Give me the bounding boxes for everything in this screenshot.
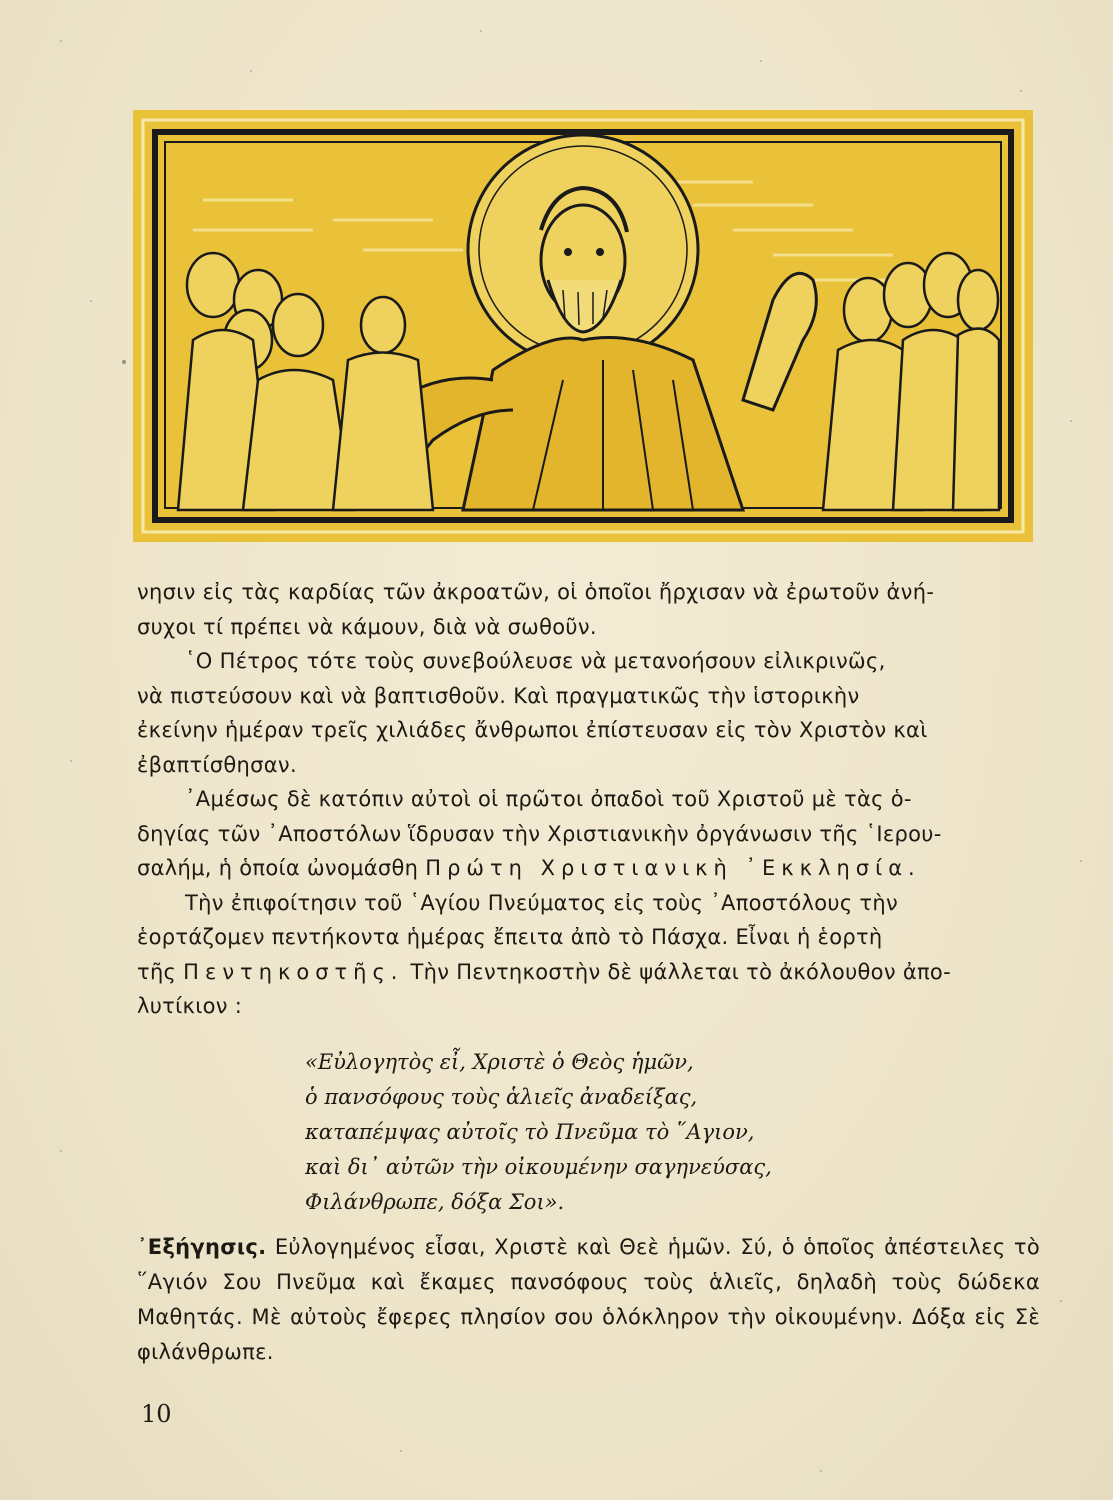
paper-speck	[480, 30, 482, 32]
hymn-line: καταπέμψας αὐτοῖς τὸ Πνεῦμα τὸ ῞Αγιον,	[305, 1120, 755, 1144]
hymn-line: Φιλάνθρωπε, δόξα Σοι».	[305, 1190, 565, 1214]
paper-speck	[400, 1450, 402, 1452]
text-line	[137, 955, 1040, 990]
paper-speck	[760, 60, 762, 62]
main-text	[137, 575, 1040, 1024]
explanation-paragraph	[137, 1230, 1040, 1370]
paper-speck	[70, 760, 72, 762]
paper-speck	[1080, 860, 1082, 862]
paper-speck	[122, 360, 126, 364]
explanation-text: Εὐλογημένος εἶσαι, Χριστὲ καὶ Θεὲ ἡμῶν. Σύ, ὁ ὁποῖος ἀπέστειλες τὸ ῞Αγιόν Σου Πνεῦμα καὶ ἔκαμες πανσόφους τοὺς ἁλιεῖς, δηλαδὴ τοὺς δώδεκα Μαθητάς. Μὲ αὐτοὺς ἔφερες πλησίον σου ὁλόκληρον τὴν οἰκουμένην. Δόξα εἰς Σὲ φιλάνθρωπε.	[137, 1235, 1040, 1364]
emphasized-term: Πεντηκοστῆς.	[183, 959, 404, 984]
text-line: νὰ πιστεύσουν καὶ νὰ βαπτισθοῦν. Καὶ πραγματικῶς τὴν ἱστορικὴν	[137, 683, 860, 708]
paper-speck	[820, 1470, 822, 1472]
paper-speck	[1020, 90, 1022, 92]
text-line: ἐβαπτίσθησαν.	[137, 752, 297, 777]
paper-speck	[90, 300, 92, 302]
text-line: νησιν εἰς τὰς καρδίας τῶν ἀκροατῶν, οἱ ὁποῖοι ἤρχισαν νὰ ἐρωτοῦν ἀνή-	[137, 580, 935, 604]
text-line: ἐκείνην ἡμέραν τρεῖς χιλιάδες ἄνθρωποι ἐπίστευσαν εἰς τὸν Χριστὸν καὶ	[137, 718, 928, 742]
paper-speck	[1070, 420, 1072, 422]
text-line: ῾Ο Πέτρος τότε τοὺς συνεβούλευσε νὰ μετανοήσουν εἰλικρινῶς,	[185, 649, 886, 673]
text-line: λυτίκιον :	[137, 994, 243, 1018]
apolytikion-hymn	[305, 1045, 865, 1220]
emphasized-term: Πρώτη Χριστιανικὴ ᾿Εκκλησία.	[425, 856, 921, 880]
hymn-line: καὶ δι᾿ αὐτῶν τὴν οἰκουμένην σαγηνεύσας,	[305, 1155, 772, 1179]
paper-speck	[1060, 1300, 1062, 1302]
apostle-preaching-icon	[133, 110, 1033, 542]
text-line: συχοι τί πρέπει νὰ κάμουν, διὰ νὰ σωθοῦν.	[137, 614, 597, 639]
text-line: δηγίας τῶν ᾿Αποστόλων ἵδρυσαν τὴν Χριστιανικὴν ὀργάνωσιν τῆς ῾Ιερου-	[137, 821, 942, 846]
paper-speck	[60, 1150, 62, 1152]
hymn-line: ὁ πανσόφους τοὺς ἁλιεῖς ἀναδείξας,	[305, 1085, 698, 1109]
apostle-preaching-illustration	[133, 110, 1033, 542]
paper-speck	[60, 40, 62, 42]
text-fragment: Τὴν Πεντηκοστὴν δὲ ψάλλεται τὸ ἀκόλουθον ἀπο-	[410, 959, 951, 984]
text-fragment: σαλήμ, ἡ ὁποία ὠνομάσθη	[137, 856, 419, 880]
page-number: 10	[141, 1400, 172, 1428]
text-line: ᾿Αμέσως δὲ κατόπιν αὐτοὶ οἱ πρῶτοι ὀπαδοὶ τοῦ Χριστοῦ μὲ τὰς ὁ-	[185, 787, 912, 811]
text-line: ἑορτάζομεν πεντήκοντα ἡμέρας ἔπειτα ἀπὸ τὸ Πάσχα. Εἶναι ἡ ἑορτὴ	[137, 925, 883, 949]
text-line: Τὴν ἐπιφοίτησιν τοῦ ῾Αγίου Πνεύματος εἰς τοὺς ᾿Αποστόλους τὴν	[185, 890, 899, 915]
text-fragment: τῆς	[137, 959, 177, 984]
explanation-label: ᾿Εξήγησις.	[137, 1235, 267, 1259]
text-line	[137, 851, 1040, 886]
hymn-line: «Εὐλογητὸς εἶ, Χριστὲ ὁ Θεὸς ἡμῶν,	[305, 1050, 694, 1074]
paper-speck	[250, 70, 252, 72]
